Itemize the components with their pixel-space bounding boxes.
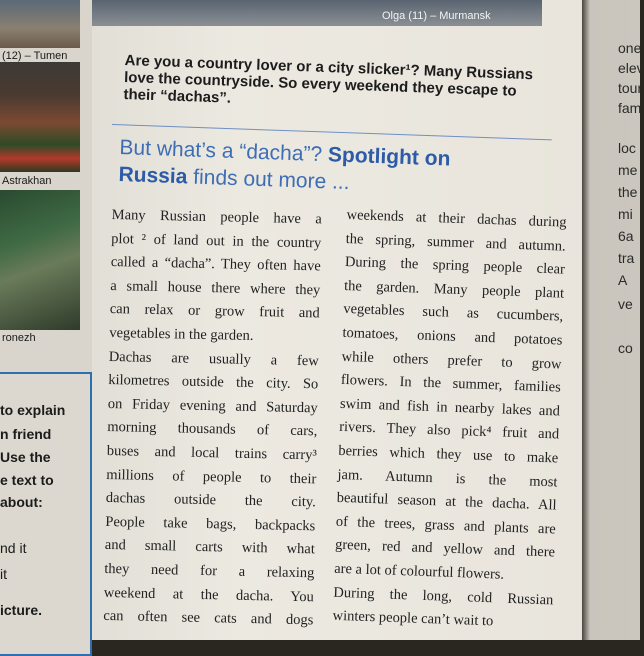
text-line: flowers. In the summer, families xyxy=(340,372,561,396)
brand-spotlight: Spotlight on xyxy=(327,143,451,171)
text-line: weekends at their dachas during xyxy=(346,206,567,231)
text-line: tomatoes, onions and potatoes xyxy=(342,324,563,349)
text-line: buses and local trains carry³ xyxy=(106,442,317,464)
text-fragment: elev xyxy=(618,60,644,76)
text-fragment: fam xyxy=(618,100,642,116)
text-line: green, red and yellow and there xyxy=(334,537,556,561)
text-fragment: mi xyxy=(618,206,633,222)
article-column-1 xyxy=(103,204,322,633)
heading-question: But what’s a “dacha”? xyxy=(119,135,323,167)
caption-tumen: (12) – Tumen xyxy=(2,50,68,62)
text-line: morning thousands of cars, xyxy=(107,419,318,440)
intro-text: Are you a country lover or a city slicker¹? Many Russians love the countryside. So every weekend they escape to their “dachas”. xyxy=(123,52,534,107)
article-heading xyxy=(118,134,550,203)
text-fragment: co xyxy=(618,340,633,356)
main-page xyxy=(92,0,582,640)
task-line: e text to xyxy=(0,472,54,488)
task-line: icture. xyxy=(0,602,43,618)
text-fragment: 6a xyxy=(618,228,634,244)
text-line: berries which they use to make xyxy=(338,442,559,467)
text-fragment: ve xyxy=(618,296,633,312)
text-line: winters people can’t wait to xyxy=(332,607,494,630)
text-line: People take bags, backpacks xyxy=(105,513,316,535)
photo-caption: Olga (11) – Murmansk xyxy=(382,10,491,22)
text-fragment: the xyxy=(618,184,638,200)
text-line: and small carts with what xyxy=(104,537,315,558)
text-fragment: me xyxy=(618,162,638,178)
text-line: plot ² of land out in the country xyxy=(111,230,322,251)
text-line: on Friday evening and Saturday xyxy=(107,395,318,417)
brand-russia: Russia xyxy=(118,162,188,189)
text-fragment: tour xyxy=(618,80,643,96)
photo-astrakhan xyxy=(0,62,80,172)
task-line: to explain xyxy=(0,402,66,418)
text-fragment: loc xyxy=(618,140,636,156)
heading-rest: finds out more ... xyxy=(192,165,350,195)
text-line: the spring, summer and autumn. xyxy=(345,230,566,255)
right-page xyxy=(582,0,644,640)
task-line: n friend xyxy=(0,426,52,442)
text-line: weekend at the dacha. You xyxy=(103,584,314,605)
text-line: can relax or grow fruit and xyxy=(109,301,320,322)
caption-astrakhan: Astrakhan xyxy=(2,175,52,187)
task-line: about: xyxy=(0,494,43,510)
text-line: are a lot of colourful flowers. xyxy=(333,560,505,583)
text-line: jam. Autumn is the most xyxy=(337,466,558,491)
text-line: Dachas are usually a few xyxy=(108,348,319,369)
text-line: while others prefer to grow xyxy=(341,348,562,373)
task-line: Use the xyxy=(0,449,51,465)
task-line: nd it xyxy=(0,540,27,556)
text-line: the garden. Many people plant xyxy=(343,277,565,302)
text-fragment: A xyxy=(618,272,628,288)
text-line: millions of people to their xyxy=(106,466,317,487)
text-line: a small house there where they xyxy=(110,277,321,299)
caption-voronezh: ronezh xyxy=(2,332,36,344)
text-line: Many Russian people have a xyxy=(111,206,322,228)
text-line: During the spring people clear xyxy=(344,254,566,278)
text-line: beautiful season at the dacha. All xyxy=(336,489,557,514)
text-line: vegetables in the garden. xyxy=(109,324,254,344)
task-line: it xyxy=(0,566,7,582)
text-line: called a “dacha”. They often have xyxy=(110,254,321,275)
text-line: they need for a relaxing xyxy=(104,560,315,582)
left-page xyxy=(0,0,92,640)
text-line: During the long, cold Russian xyxy=(333,584,554,608)
text-line: of the trees, grass and plants are xyxy=(335,513,557,538)
text-line: vegetables such as cucumbers, xyxy=(343,301,564,325)
text-line: rivers. They also pick⁴ fruit and xyxy=(338,419,560,443)
article-column-2 xyxy=(332,204,567,636)
text-line: kilometres outside the city. So xyxy=(108,372,319,393)
photo-tumen xyxy=(0,0,80,48)
text-line: swim and fish in nearby lakes and xyxy=(339,395,561,420)
text-fragment: tra xyxy=(618,250,635,266)
text-line: can often see cats and dogs xyxy=(103,608,314,629)
text-fragment: one xyxy=(618,40,642,56)
photo-voronezh xyxy=(0,190,80,330)
text-line: dachas outside the city. xyxy=(105,490,316,511)
